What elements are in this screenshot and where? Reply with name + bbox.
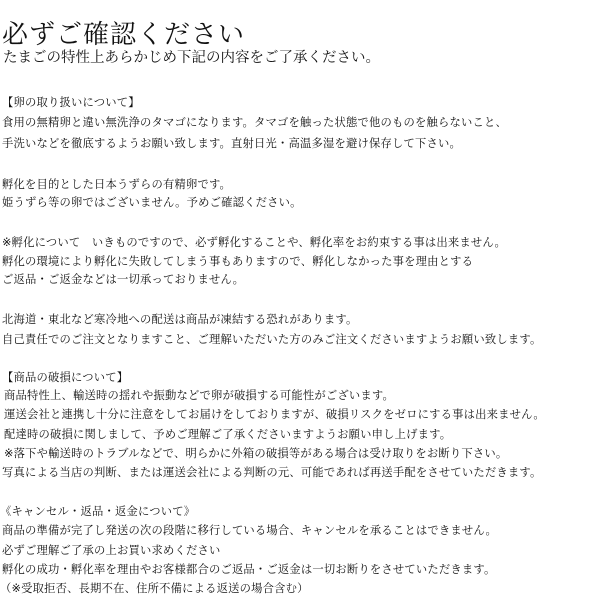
cold-text-2: 自己責任でのご注文となりますこと、ご理解いただいた方のみご注文くださいますようお願い致します。	[2, 333, 542, 346]
cancel-text-2: 必ずご理解ご了承の上お買い求めください	[2, 544, 221, 557]
purpose-text-1: 孵化を目的とした日本うずらの有精卵です。	[2, 178, 232, 191]
purpose-text-2: 姫うずら等の卵ではございません。予めご確認ください。	[2, 196, 302, 209]
damage-text-5: 写真による当店の判断、または運送会社による判断の元、可能であれば再送手配をさせていただきます。	[2, 466, 542, 479]
hatching-text-3: ご返品・ご返金などは一切承っておりません。	[2, 273, 245, 286]
handling-text-1: 食用の無精卵と違い無洗浄のタマゴになります。タマゴを触った状態で他のものを触らないこと、	[2, 116, 507, 129]
handling-text-2: 手洗いなどを徹底するようお願い致します。直射日光・高温多湿を避け保存して下さい。	[2, 137, 461, 150]
cancel-text-4: （※受取拒否、長期不在、住所不備による返送の場合含む）	[0, 582, 309, 595]
damage-heading: 【商品の破損について】	[2, 371, 129, 384]
handling-heading: 【卵の取り扱いについて】	[2, 96, 140, 109]
damage-text-1: 商品特性上、輸送時の揺れや振動などで卵が破損する可能性がございます。	[4, 389, 394, 402]
page-subtitle: たまごの特性上あらかじめ下記の内容をご了承ください。	[3, 50, 380, 66]
cancel-text-3: 孵化の成功・孵化率を理由やお客様都合のご返品・ご返金は一切お断りをさせていただきます。	[2, 563, 496, 576]
cancel-heading: 《キャンセル・返品・返金について》	[0, 505, 196, 518]
cold-text-1: 北海道・東北など寒冷地への配送は商品が凍結する恐れがあります。	[2, 313, 358, 326]
damage-text-4: ※落下や輸送時のトラブルなどで、明らかに外箱の破損等がある場合は受け取りをお断り下さい。	[4, 447, 508, 460]
hatching-text-1: ※孵化について いきものですので、必ず孵化することや、孵化率をお約束する事は出来ません。	[2, 236, 507, 249]
damage-text-2: 運送会社と連携し十分に注意をしてお届けをしておりますが、破損リスクをゼロにする事は出来ません。	[4, 408, 545, 421]
hatching-text-2: 孵化の環境により孵化に失敗してしまう事もありますので、孵化しなかった事を理由とする	[2, 255, 474, 268]
damage-text-3: 配達時の破損に関しまして、予めご理解ご了承くださいますようお願い申し上げます。	[4, 428, 452, 441]
cancel-text-1: 商品の準備が完了し発送の次の段階に移行している場合、キャンセルを承ることはできません。	[2, 524, 498, 537]
page-title: 必ずご確認ください	[2, 20, 246, 51]
